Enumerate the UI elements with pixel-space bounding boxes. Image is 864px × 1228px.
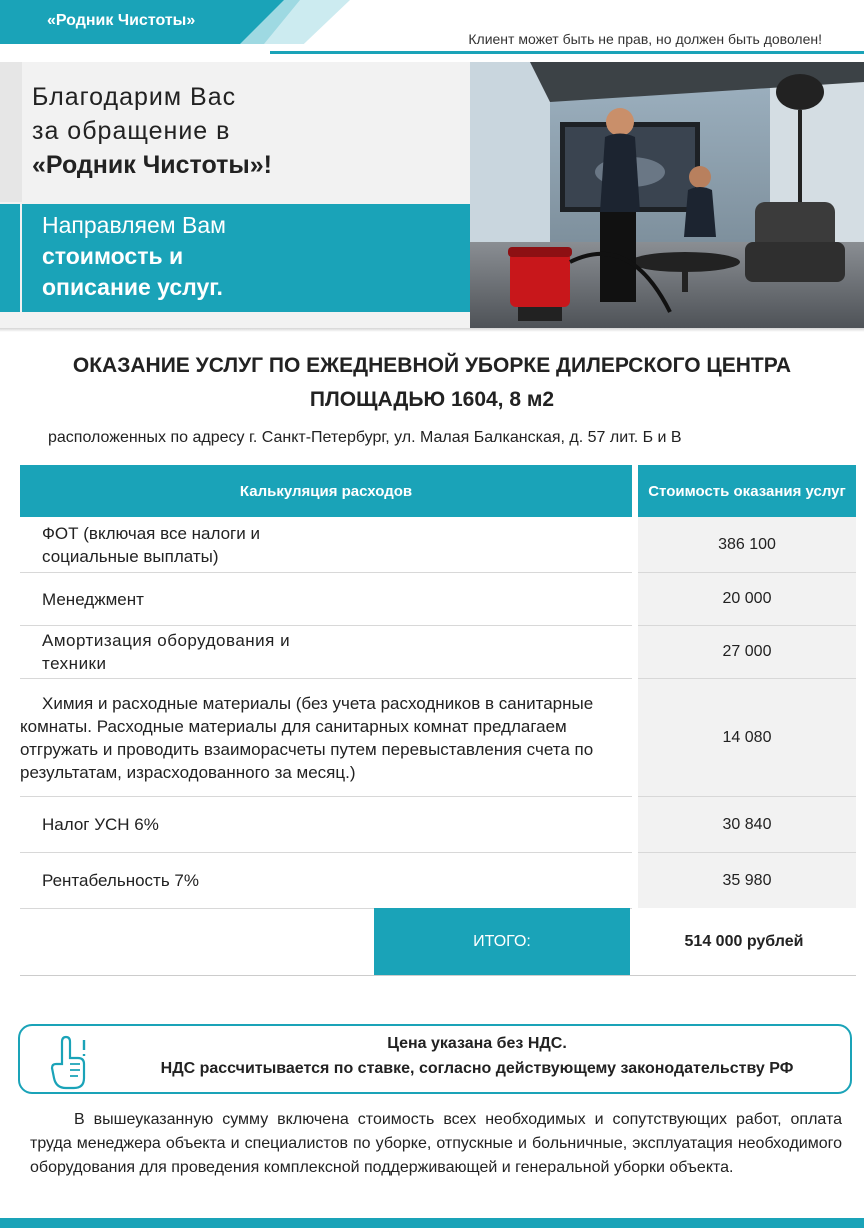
table-header-cost: Стоимость оказания услуг: [638, 465, 856, 517]
row-label: ФОТ (включая все налоги и социальные выплаты): [42, 523, 260, 566]
send-line-3: описание услуг.: [42, 274, 223, 300]
table-row: [20, 853, 856, 909]
page-title-line-2: ПЛОЩАДЬЮ 1604, 8 м2: [309, 388, 555, 411]
row-label: Химия и расходные материалы (без учета расходников в санитарные комнаты. Расходные материалы для санитарных комнат предлагаем отгружать и проводить взаиморасчеты путем перевыставления счета по результатам, израсходованного за месяц.): [20, 693, 594, 782]
footer-bar: [0, 1218, 864, 1228]
table-row: [20, 797, 856, 853]
hero-side-strip: [0, 62, 22, 202]
row-value: 27 000: [638, 626, 856, 678]
row-value: 20 000: [638, 573, 856, 625]
hero-photo: [470, 62, 864, 330]
table-column-separator: [632, 517, 638, 907]
total-value: 514 000 рублей: [632, 908, 856, 975]
send-line-2: стоимость и: [42, 243, 184, 269]
included-services-text: В вышеуказанную сумму включена стоимость всех необходимых и сопутствующих работ, оплата труда менеджера объекта и специалистов по уборке, отпускные и больничные, эксплуатация необходимого оборудования для проведения комплексной поддерживающей и генеральной уборки объекта.: [30, 1111, 842, 1176]
vat-notice: [18, 1024, 852, 1094]
row-label: Налог УСН 6%: [42, 815, 159, 834]
slogan: Клиент может быть не прав, но должен быть доволен!: [468, 31, 822, 47]
hero-teal-stripe: [0, 204, 20, 312]
row-label: Амортизация оборудования и техники: [42, 631, 291, 673]
notice-line-2: НДС рассчитывается по ставке, согласно действующему законодательству РФ: [160, 1060, 794, 1077]
total-label: ИТОГО:: [374, 908, 630, 975]
send-text: [42, 210, 226, 303]
row-label: Менеджмент: [42, 589, 144, 609]
greeting-line-1: Благодарим Вас: [32, 83, 237, 111]
row-value: 386 100: [638, 517, 856, 572]
table-header-calculation: Калькуляция расходов: [20, 465, 632, 517]
notice-line-1: Цена указана без НДС.: [387, 1035, 567, 1052]
send-line-1: Направляем Вам: [42, 212, 226, 238]
greeting-line-2: за обращение в: [32, 117, 231, 145]
hero-shadow: [0, 328, 864, 332]
greeting-text: [32, 80, 272, 182]
row-label: Рентабельность 7%: [42, 871, 199, 890]
header-divider: [270, 51, 864, 54]
table-row: [20, 679, 856, 797]
row-value: 30 840: [638, 797, 856, 852]
row-value: 35 980: [638, 853, 856, 908]
cleaning-photo-illustration: [470, 62, 864, 330]
table-row: [20, 517, 856, 573]
brand-name: «Родник Чистоты»: [47, 12, 196, 29]
table-row: [20, 573, 856, 626]
table-row: [20, 626, 856, 679]
total-underline: [20, 975, 856, 976]
greeting-line-3: «Родник Чистоты»!: [32, 151, 272, 179]
object-address: расположенных по адресу г. Санкт-Петербург, ул. Малая Балканская, д. 57 лит. Б и В: [48, 429, 682, 446]
page-title-line-1: ОКАЗАНИЕ УСЛУГ ПО ЕЖЕДНЕВНОЙ УБОРКЕ ДИЛЕРСКОГО ЦЕНТРА: [72, 354, 792, 377]
row-value: 14 080: [638, 679, 856, 796]
